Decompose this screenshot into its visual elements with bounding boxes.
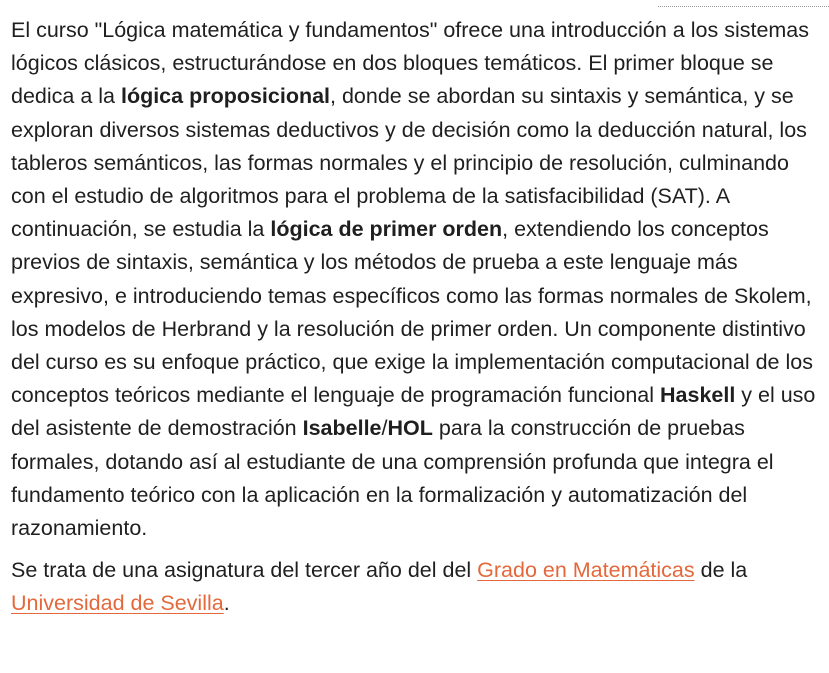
description-text-4: y el uso del asistente de demostración	[11, 383, 816, 441]
term-propositional-logic: lógica proposicional	[120, 84, 331, 109]
term-first-order-logic: lógica de primer orden	[270, 217, 503, 242]
course-description	[11, 14, 823, 621]
context-text-3: .	[223, 591, 230, 616]
description-text-3: , extendiendo los conceptos previos de sintaxis, semántica y los métodos de prueba a este lenguaje más expresivo, e introduciendo temas específicos como las formas normales de Skolem, los modelos de Herbrand y la resolución de primer orden. Un componente distintivo del curso es su enfoque práctico, que exige la implementación computacional de los conceptos teóricos mediante el lenguaje de programación funcional	[11, 217, 813, 408]
grado-matematicas-link[interactable]: Grado en Matemáticas	[477, 558, 695, 583]
description-paragraph	[11, 14, 823, 545]
universidad-sevilla-link[interactable]: Universidad de Sevilla	[11, 591, 224, 616]
description-slash: /	[381, 416, 388, 441]
context-text-2: de la	[694, 558, 748, 583]
term-isabelle: Isabelle	[302, 416, 382, 441]
description-text-6: para la construcción de pruebas formales, dotando así al estudiante de una comprensión profunda que integra el fundamento teórico con la aplicación en la formalización y automatización del razonamiento.	[11, 416, 774, 541]
term-hol: HOL	[387, 416, 433, 441]
context-text-1: Se trata de una asignatura del tercer año del del	[11, 558, 478, 583]
term-haskell: Haskell	[660, 383, 736, 408]
context-paragraph	[11, 554, 823, 620]
description-text-2: , donde se abordan su sintaxis y semántica, y se exploran diversos sistemas deductivos y de decisión como la deducción natural, los tableros semánticos, las formas normales y el principio de resolución, culminando con el estudio de algoritmos para el problema de la satisfacibilidad (SAT). A continuación, se estudia la	[11, 84, 807, 242]
description-text-1: El curso "Lógica matemática y fundamentos" ofrece una introducción a los sistemas lógicos clásicos, estructurándose en dos bloques temáticos. El primer bloque se dedica a la	[11, 18, 810, 109]
top-divider	[658, 6, 829, 7]
